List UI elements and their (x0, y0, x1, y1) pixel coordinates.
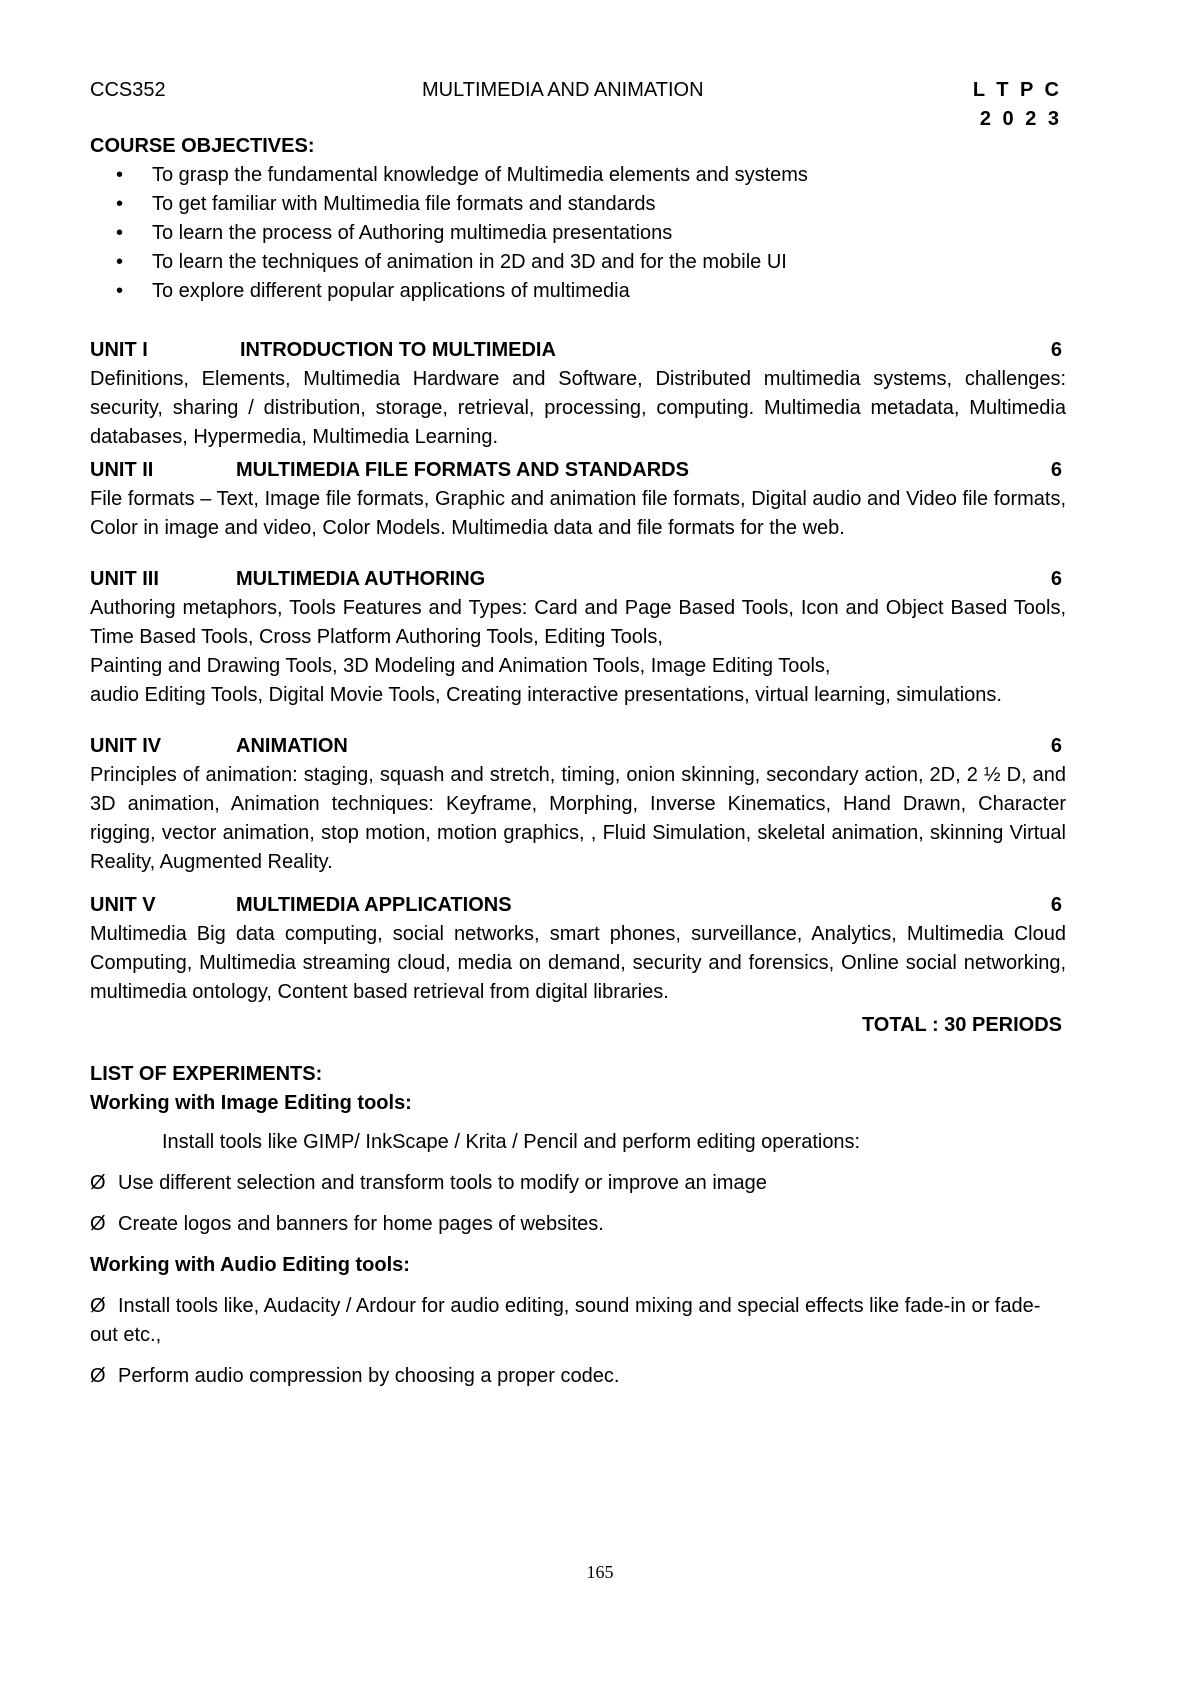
unit-label: UNIT III (90, 568, 159, 590)
unit-body: Definitions, Elements, Multimedia Hardware and Software, Distributed multimedia systems, challenges: security, sharing / distribution, storage, retrieval, processing, computing. Multimedia metadata, Multimedia databases, Hypermedia, Multimedia Learning. (90, 368, 1066, 448)
experiment-item (90, 1169, 1066, 1198)
unit-body-line: audio Editing Tools, Digital Movie Tools, Creating interactive presentations, virtual learning, simulations. (90, 684, 1002, 706)
experiment-item (90, 1362, 1066, 1391)
ltpc-labels: L T P C (972, 79, 1062, 101)
unit-heading (90, 891, 1066, 920)
ltpc-values: 2 0 2 3 (979, 108, 1062, 130)
page-number: 165 (586, 1562, 614, 1582)
experiment-text: Create logos and banners for home pages of websites. (118, 1213, 604, 1235)
unit-hours: 6 (1050, 568, 1062, 590)
experiment-item (90, 1210, 1066, 1239)
objectives-list (90, 161, 1066, 306)
unit-hours: 6 (1050, 894, 1062, 916)
course-header (90, 76, 1066, 134)
total-periods: TOTAL : 30 PERIODS (861, 1014, 1062, 1036)
unit-title: MULTIMEDIA FILE FORMATS AND STANDARDS (236, 459, 689, 481)
objective-item: • To get familiar with Multimedia file formats and standards (152, 190, 1066, 219)
arrow-bullet-icon: Ø (90, 1295, 106, 1317)
unit-label: UNIT II (90, 459, 154, 481)
arrow-bullet-icon: Ø (90, 1365, 106, 1387)
objective-item: • To learn the process of Authoring multimedia presentations (152, 219, 1066, 248)
unit-title: INTRODUCTION TO MULTIMEDIA (240, 339, 556, 361)
experiment-text: Use different selection and transform tools to modify or improve an image (118, 1172, 767, 1194)
unit-hours: 6 (1050, 735, 1062, 757)
unit-body: Principles of animation: staging, squash and stretch, timing, onion skinning, secondary action, 2D, 2 ½ D, and 3D animation, Animation techniques: Keyframe, Morphing, Inverse Kinematics, Hand Drawn, Character rigging, vector animation, stop motion, motion graphics, , Fluid Simulation, skeletal animation, skinning Virtual Reality, Augmented Reality. (90, 764, 1066, 873)
ltpc-block (973, 76, 1062, 134)
objective-item: • To learn the techniques of animation in 2D and 3D and for the mobile UI (152, 248, 1066, 277)
unit-body-line: Painting and Drawing Tools, 3D Modeling and Animation Tools, Image Editing Tools, (90, 655, 831, 677)
unit-body-line: Authoring metaphors, Tools Features and Types: Card and Page Based Tools, Icon and Object Based Tools, Time Based Tools, Cross Platform Authoring Tools, Editing Tools, (90, 597, 1066, 648)
unit-title: ANIMATION (236, 735, 348, 757)
experiment-item (90, 1292, 1066, 1350)
course-title: MULTIMEDIA AND ANIMATION (422, 79, 704, 101)
unit-heading (90, 732, 1066, 761)
unit-2 (90, 456, 1066, 543)
unit-heading (90, 336, 1066, 365)
experiment-text: Perform audio compression by choosing a proper codec. (118, 1365, 620, 1387)
unit-hours: 6 (1050, 459, 1062, 481)
image-editing-heading: Working with Image Editing tools: (90, 1092, 412, 1114)
course-code: CCS352 (90, 79, 166, 101)
unit-label: UNIT I (90, 339, 148, 361)
unit-body: File formats – Text, Image file formats, Graphic and animation file formats, Digital audio and Video file formats, Color in image and video, Color Models. Multimedia data and file formats for the web. (90, 488, 1066, 539)
image-install-text: Install tools like GIMP/ InkScape / Krita / Pencil and perform editing operations: (162, 1131, 861, 1153)
syllabus-content (90, 132, 1066, 1391)
unit-title: MULTIMEDIA APPLICATIONS (236, 894, 512, 916)
arrow-bullet-icon: Ø (90, 1213, 106, 1235)
unit-title: MULTIMEDIA AUTHORING (236, 568, 486, 590)
unit-heading (90, 456, 1066, 485)
unit-body: Multimedia Big data computing, social networks, smart phones, surveillance, Analytics, Multimedia Cloud Computing, Multimedia streaming cloud, media on demand, security and forensics, Online social networking, multimedia ontology, Content based retrieval from digital libraries. (90, 923, 1066, 1003)
unit-3 (90, 565, 1066, 710)
unit-label: UNIT IV (90, 735, 162, 757)
objectives-heading: COURSE OBJECTIVES: (90, 135, 315, 157)
experiments-heading: LIST OF EXPERIMENTS: (90, 1063, 323, 1085)
unit-hours: 6 (1050, 339, 1062, 361)
arrow-bullet-icon: Ø (90, 1172, 106, 1194)
unit-heading (90, 565, 1066, 594)
experiment-text: Install tools like, Audacity / Ardour for audio editing, sound mixing and special effects like fade-in or fade-out etc., (90, 1295, 1041, 1346)
audio-editing-heading: Working with Audio Editing tools: (90, 1254, 410, 1276)
unit-1 (90, 336, 1066, 452)
unit-label: UNIT V (90, 894, 156, 916)
unit-4 (90, 732, 1066, 877)
objective-item: • To explore different popular applications of multimedia (152, 277, 1066, 306)
unit-5 (90, 891, 1066, 1007)
objective-item: • To grasp the fundamental knowledge of Multimedia elements and systems (152, 161, 1066, 190)
